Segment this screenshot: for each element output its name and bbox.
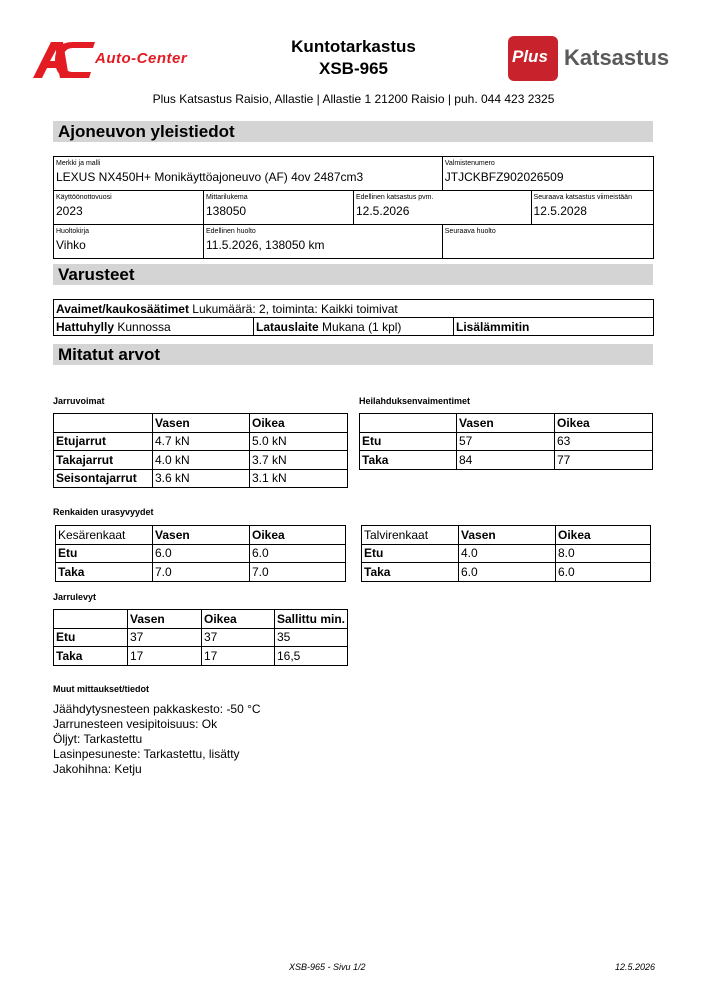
- table-row: Etu 4.0 8.0: [362, 544, 651, 563]
- katsastus-word: Katsastus: [564, 45, 670, 70]
- ac-logo-icon: [33, 40, 95, 80]
- equipment-table: [53, 299, 654, 336]
- table-row: Etujarrut 4.7 kN 5.0 kN: [54, 432, 348, 451]
- footer-page: XSB-965 - Sivu 1/2: [289, 962, 366, 972]
- vin-cell: Valmistenumero JTJCKBFZ902026509: [442, 157, 653, 191]
- list-item: Jarrunesteen vesipitoisuus: Ok: [53, 717, 218, 731]
- footer-date: 12.5.2026: [615, 962, 656, 972]
- last-inspection-cell: Edellinen katsastus pvm. 12.5.2026: [354, 191, 532, 225]
- keys-cell: Avaimet/kaukosäätimet Lukumäärä: 2, toiminta: Kaikki toimivat: [54, 300, 654, 318]
- list-item: Jakohihna: Ketju: [53, 762, 142, 776]
- brakes-title: Jarruvoimat: [53, 396, 105, 406]
- shelf-cell: Hattuhylly Kunnossa: [54, 318, 254, 336]
- general-info-table: [53, 156, 654, 259]
- table-row: Etu 37 37 35: [54, 628, 348, 647]
- title-line-1: Kuntotarkastus: [291, 37, 416, 56]
- section-measured: Mitatut arvot: [53, 344, 653, 365]
- auto-center-logo: [33, 40, 208, 80]
- discs-title: Jarrulevyt: [53, 592, 97, 602]
- make-cell: Merkki ja malli LEXUS NX450H+ Monikäyttöajoneuvo (AF) 4ov 2487cm3: [54, 157, 443, 191]
- title-line-2: XSB-965: [319, 59, 388, 78]
- discs-table: Vasen Oikea Sallittu min. Etu 37 37 35 Taka 17 17 16,5: [53, 609, 348, 666]
- other-measurements: [53, 702, 261, 777]
- section-general: Ajoneuvon yleistiedot: [53, 121, 653, 142]
- table-row: Seisontajarrut 3.6 kN 3.1 kN: [54, 469, 348, 488]
- plus-badge: [508, 36, 558, 81]
- winter-tires-table: Talvirenkaat Vasen Oikea Etu 4.0 8.0 Taka 6.0 6.0: [361, 525, 651, 582]
- list-item: Öljyt: Tarkastettu: [53, 732, 143, 746]
- contact-line: Plus Katsastus Raisio, Allastie | Allastie 1 21200 Raisio | puh. 044 423 2325: [152, 92, 555, 106]
- plus-katsastus-logo: [508, 36, 673, 81]
- last-service-cell: Edellinen huolto 11.5.2026, 138050 km: [204, 225, 443, 259]
- next-service-cell: Seuraava huolto: [442, 225, 653, 259]
- charger-cell: Latauslaite Mukana (1 kpl): [254, 318, 454, 336]
- table-row: Taka 84 77: [360, 451, 653, 470]
- table-row: Takajarrut 4.0 kN 3.7 kN: [54, 451, 348, 470]
- table-row: Taka 6.0 6.0: [362, 563, 651, 582]
- table-row: Etu 6.0 6.0: [56, 544, 346, 563]
- list-item: Lasinpesuneste: Tarkastettu, lisätty: [53, 747, 240, 761]
- shocks-table: Vasen Oikea Etu 57 63 Taka 84 77: [359, 413, 653, 470]
- service-book-cell: Huoltokirja Vihko: [54, 225, 204, 259]
- shocks-title: Heilahduksenvaimentimet: [359, 396, 471, 406]
- section-equipment: Varusteet: [53, 264, 653, 285]
- summer-tires-table: Kesärenkaat Vasen Oikea Etu 6.0 6.0 Taka 7.0 7.0: [55, 525, 346, 582]
- table-row: Taka 7.0 7.0: [56, 563, 346, 582]
- plus-word: Plus: [512, 47, 548, 66]
- list-item: Jäähdytysnesteen pakkaskesto: -50 °C: [53, 702, 261, 716]
- other-title: Muut mittaukset/tiedot: [53, 684, 149, 694]
- brand-left-text: Auto-Center: [95, 50, 188, 67]
- table-row: Etu 57 63: [360, 432, 653, 451]
- document-title: [250, 36, 457, 80]
- next-inspection-cell: Seuraava katsastus viimeistään 12.5.2028: [531, 191, 653, 225]
- year-cell: Käyttöönottovuosi 2023: [54, 191, 204, 225]
- brakes-table: Vasen Oikea Etujarrut 4.7 kN 5.0 kN Takajarrut 4.0 kN 3.7 kN Seisontajarrut 3.6 kN 3.1 kN: [53, 413, 348, 488]
- table-row: Taka 17 17 16,5: [54, 647, 348, 666]
- odometer-cell: Mittarilukema 138050: [204, 191, 354, 225]
- tires-title: Renkaiden urasyvyydet: [53, 507, 154, 517]
- heater-cell: Lisälämmitin: [454, 318, 654, 336]
